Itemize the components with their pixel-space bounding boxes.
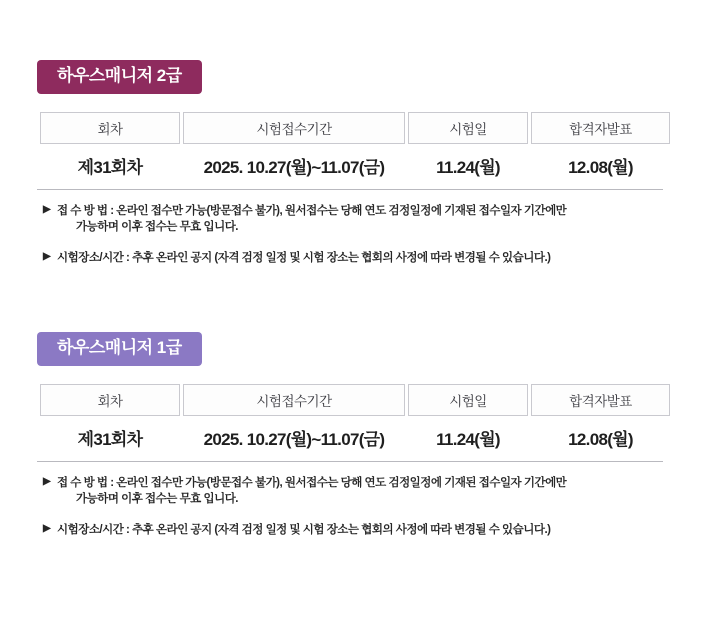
schedule-table-grade1 xyxy=(37,384,673,461)
note-line-1: 시험장소/시간 : 추후 온라인 공지 (자격 검정 일정 및 시험 장소는 협회의 사정에 따라 변경될 수 있습니다.) xyxy=(57,524,551,537)
column-header-period: 시험접수기간 xyxy=(183,112,405,144)
column-header-round: 회차 xyxy=(40,384,180,416)
schedule-table-grade2 xyxy=(37,112,673,189)
notes-grade2 xyxy=(43,203,657,267)
section-badge-grade2: 하우스매니저 2급 xyxy=(37,60,202,94)
column-header-round: 회차 xyxy=(40,112,180,144)
column-header-exam-date: 시험일 xyxy=(408,112,528,144)
cell-result-date: 12.08(월) xyxy=(568,157,633,177)
arrow-icon: ▶ xyxy=(43,203,51,215)
cell-result-date: 12.08(월) xyxy=(568,429,633,449)
arrow-icon: ▶ xyxy=(43,251,51,263)
section-badge-grade1: 하우스매니저 1급 xyxy=(37,332,202,366)
note-application-method xyxy=(43,203,657,236)
cell-exam-date: 11.24(월) xyxy=(436,157,500,177)
note-line-1: 접 수 방 법 : 온라인 접수만 가능(방문접수 불가), 원서접수는 당해 연도 검정일정에 기재된 접수일자 기간에만 xyxy=(57,204,567,217)
table-row xyxy=(40,144,670,189)
schedule-section-grade1 xyxy=(0,332,705,553)
cell-exam-date: 11.24(월) xyxy=(436,429,500,449)
column-header-period: 시험접수기간 xyxy=(183,384,405,416)
divider xyxy=(37,461,663,462)
note-exam-place-time xyxy=(43,522,657,539)
schedule-section-grade2 xyxy=(0,60,705,281)
note-line-2: 가능하며 이후 접수는 무효 입니다. xyxy=(76,493,238,506)
note-line-2: 가능하며 이후 접수는 무효 입니다. xyxy=(76,221,238,234)
column-header-result-date: 합격자발표 xyxy=(531,384,670,416)
cell-round: 제31회차 xyxy=(77,157,143,177)
note-application-method xyxy=(43,475,657,508)
notes-grade1 xyxy=(43,475,657,539)
note-exam-place-time xyxy=(43,250,657,267)
cell-period: 2025. 10.27(월)~11.07(금) xyxy=(203,157,385,177)
column-header-exam-date: 시험일 xyxy=(408,384,528,416)
arrow-icon: ▶ xyxy=(43,475,51,487)
divider xyxy=(37,189,663,190)
note-line-1: 접 수 방 법 : 온라인 접수만 가능(방문접수 불가), 원서접수는 당해 연도 검정일정에 기재된 접수일자 기간에만 xyxy=(57,476,567,489)
table-header-row xyxy=(40,112,670,144)
cell-round: 제31회차 xyxy=(77,429,143,449)
arrow-icon: ▶ xyxy=(43,523,51,535)
note-line-1: 시험장소/시간 : 추후 온라인 공지 (자격 검정 일정 및 시험 장소는 협회의 사정에 따라 변경될 수 있습니다.) xyxy=(57,252,551,265)
column-header-result-date: 합격자발표 xyxy=(531,112,670,144)
cell-period: 2025. 10.27(월)~11.07(금) xyxy=(203,429,385,449)
table-row xyxy=(40,416,670,461)
table-header-row xyxy=(40,384,670,416)
